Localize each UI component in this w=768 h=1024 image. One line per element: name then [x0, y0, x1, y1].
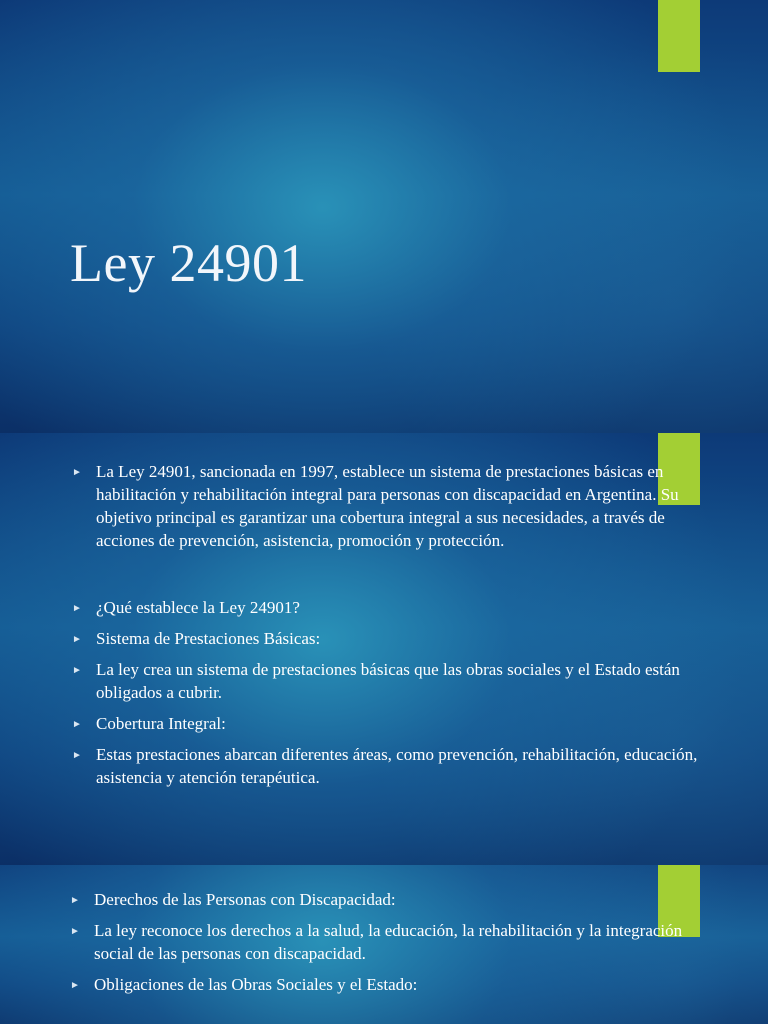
list-item — [70, 973, 698, 996]
list-item-text: Cobertura Integral: — [96, 714, 226, 733]
bullet-list — [72, 460, 698, 797]
bullet-arrow-icon: ► — [72, 750, 82, 761]
bullet-arrow-icon: ► — [72, 467, 82, 478]
bullet-arrow-icon: ► — [72, 719, 82, 730]
list-item-text: La ley crea un sistema de prestaciones básicas que las obras sociales y el Estado están obligados a cubrir. — [96, 660, 680, 702]
bullet-arrow-icon: ► — [70, 926, 80, 937]
list-item — [72, 596, 698, 619]
bullet-arrow-icon: ► — [72, 603, 82, 614]
list-item — [70, 919, 698, 965]
slide-title-text: Ley 24901 — [70, 233, 307, 293]
list-item-text: Obligaciones de las Obras Sociales y el Estado: — [94, 975, 418, 994]
list-item-text: Estas prestaciones abarcan diferentes áreas, como prevención, rehabilitación, educación, asistencia y atención terapéutica. — [96, 745, 698, 787]
list-item — [72, 712, 698, 735]
list-item — [72, 627, 698, 650]
list-item-text: ¿Qué establece la Ley 24901? — [96, 598, 300, 617]
list-item-text: Sistema de Prestaciones Básicas: — [96, 629, 321, 648]
slide-content-1 — [0, 433, 768, 865]
slide-title — [0, 0, 768, 433]
bullet-arrow-icon: ► — [70, 980, 80, 991]
list-item — [72, 743, 698, 789]
list-item-text: La Ley 24901, sancionada en 1997, establece un sistema de prestaciones básicas en habilitación y rehabilitación integral para personas con discapacidad en Argentina. Su objetivo principal es garantizar una cobertura integral a sus necesidades, a través de acciones de prevención, asistencia, promoción y protección. — [96, 462, 679, 550]
list-item — [72, 658, 698, 704]
slide-content-2 — [0, 865, 768, 1024]
list-item-text: La ley reconoce los derechos a la salud, la educación, la rehabilitación y la integración social de las personas con discapacidad. — [94, 921, 683, 963]
list-item — [72, 460, 698, 552]
list-item-text: Derechos de las Personas con Discapacidad: — [94, 890, 396, 909]
bullet-arrow-icon: ► — [72, 665, 82, 676]
bullet-arrow-icon: ► — [72, 634, 82, 645]
list-item — [70, 888, 698, 911]
accent-bar — [658, 0, 700, 72]
bullet-arrow-icon: ► — [70, 895, 80, 906]
bullet-list — [70, 888, 698, 1004]
